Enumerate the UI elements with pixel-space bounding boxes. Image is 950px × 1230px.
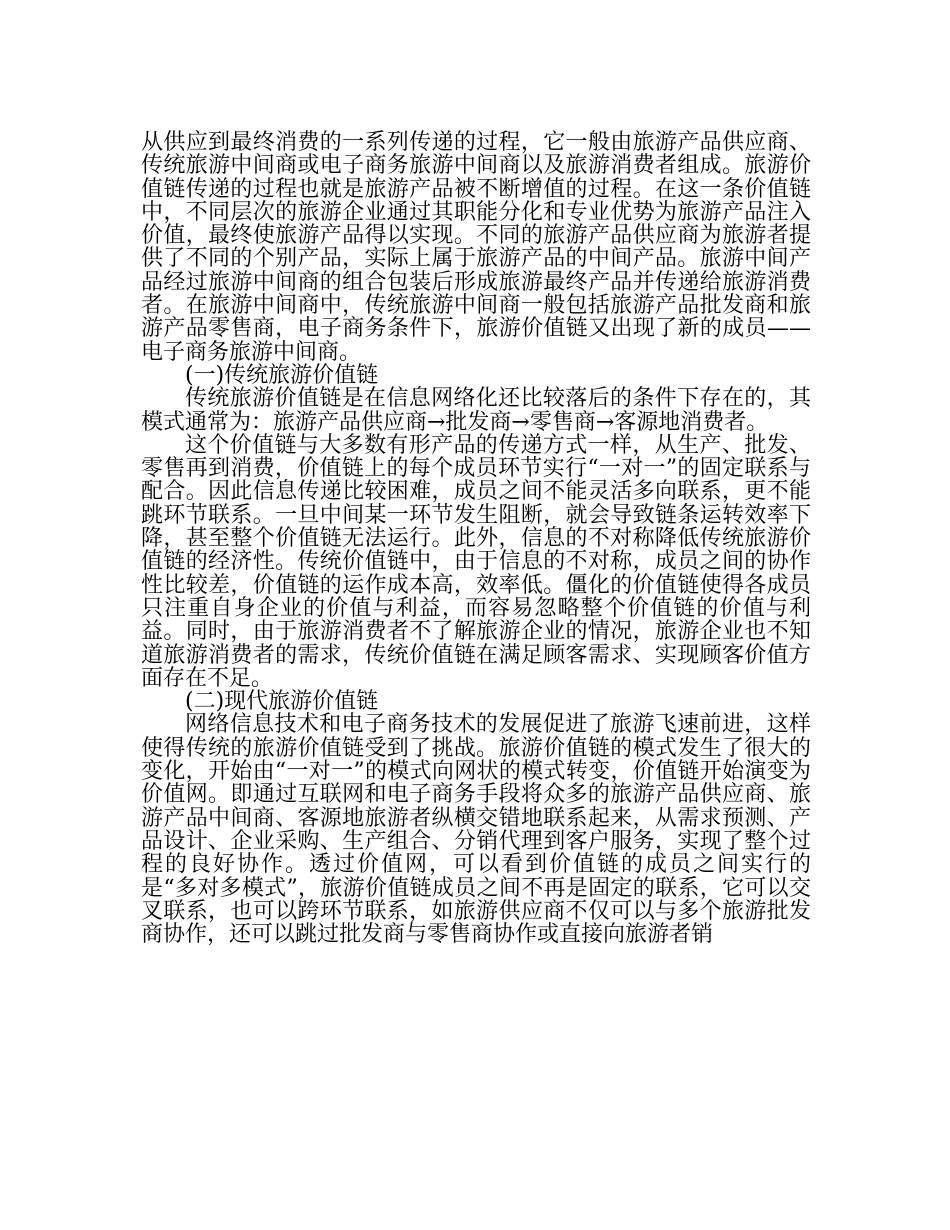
paragraph-traditional-model: 传统旅游价值链是在信息网络化还比较落后的条件下存在的，其模式通常为：旅游产品供应商→批发商→零售商→客源地消费者。 bbox=[141, 386, 811, 435]
section-heading-traditional: (一)传统旅游价值链 bbox=[185, 362, 379, 388]
paragraph-modern-value-chain: 网络信息技术和电子商务技术的发展促进了旅游飞速前进，这样使得传统的旅游价值链受到了挑战。旅游价值链的模式发生了很大的变化，开始由“一对一”的模式向网状的模式转变，价值链开始演变为价值网。即通过互联网和电子商务手段将众多的旅游产品供应商、旅游产品中间商、客源地旅游者纵横交错地联系起来，从需求预测、产品设计、企业采购、生产组合、分销代理到客户服务，实现了整个过程的良好协作。透过价值网，可以看到价值链的成员之间实行的是“多对多模式”，旅游价值链成员之间不再是固定的联系，它可以交叉联系，也可以跨环节联系，如旅游供应商不仅可以与多个旅游批发商协作，还可以跳过批发商与零售商协作或直接向旅游者销 bbox=[141, 712, 811, 948]
paragraph-intro: 从供应到最终消费的一系列传递的过程，它一般由旅游产品供应商、传统旅游中间商或电子商务旅游中间商以及旅游消费者组成。旅游价值链传递的过程也就是旅游产品被不断增值的过程。在这一条价值链中，不同层次的旅游企业通过其职能分化和专业优势为旅游产品注入价值，最终使旅游产品得以实现。不同的旅游产品供应商为旅游者提供了不同的个别产品，实际上属于旅游产品的中间产品。旅游中间产品经过旅游中间商的组合包装后形成旅游最终产品并传递给旅游消费者。在旅游中间商中，传统旅游中间商一般包括旅游产品批发商和旅游产品零售商，电子商务条件下，旅游价值链又出现了新的成员——电子商务旅游中间商。 bbox=[141, 130, 811, 365]
paragraph-traditional-analysis: 这个价值链与大多数有形产品的传递方式一样，从生产、批发、零售再到消费，价值链上的每个成员环节实行“一对一”的固定联系与配合。因此信息传递比较困难，成员之间不能灵活多向联系，更不能跳环节联系。一旦中间某一环节发生阻断，就会导致链条运转效率下降，甚至整个价值链无法运行。此外，信息的不对称降低传统旅游价值链的经济性。传统价值链中，由于信息的不对称，成员之间的协作性比较差，价值链的运作成本高，效率低。僵化的价值链使得各成员只注重自身企业的价值与利益，而容易忽略整个价值链的价值与利益。同时，由于旅游消费者不了解旅游企业的情况，旅游企业也不知道旅游消费者的需求，传统价值链在满足顾客需求、实现顾客价值方面存在不足。 bbox=[141, 432, 811, 691]
document-body bbox=[141, 131, 811, 946]
section-heading-modern: (二)现代旅游价值链 bbox=[185, 689, 379, 715]
